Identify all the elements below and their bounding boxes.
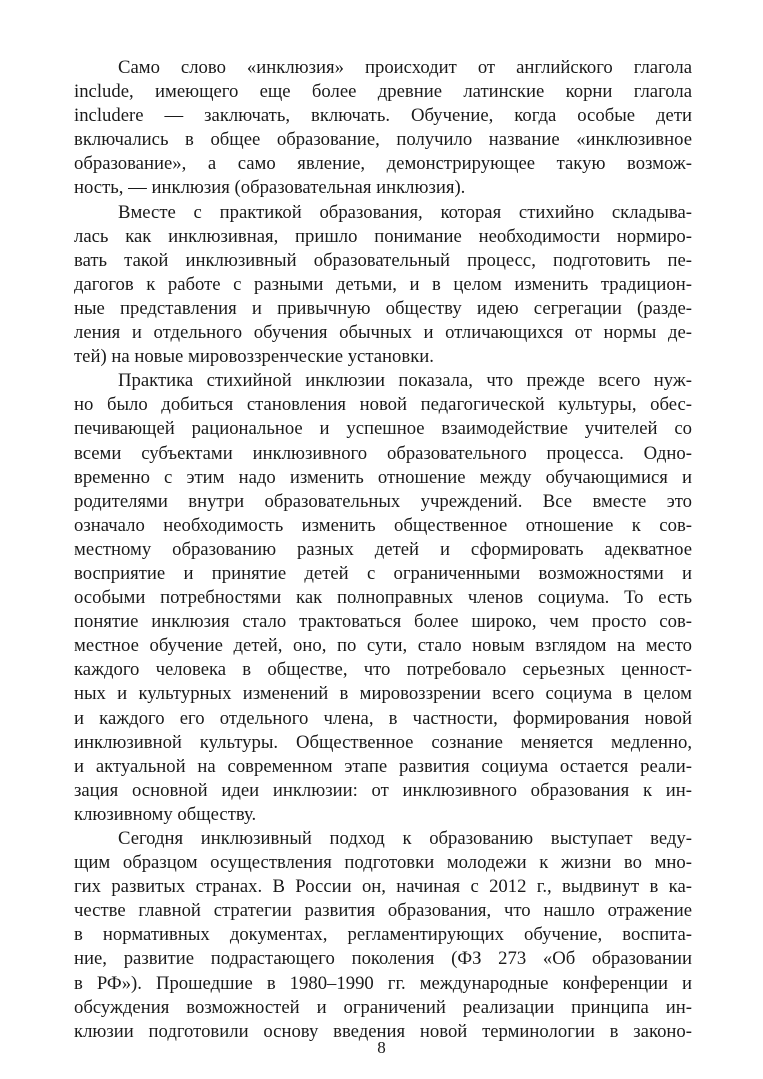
text-line: местному образованию разных детей и сформировать адекватное: [74, 538, 692, 560]
text-line: включались в общее образование, получило название «инклюзивное: [74, 129, 692, 151]
text-line: и каждого его отдельного члена, в частности, формирования новой: [74, 707, 692, 729]
text-line: ние, развитие подрастающего поколения (ФЗ 273 «Об образовании: [74, 948, 692, 970]
text-line: include, имеющего еще более древние латинские корни глагола: [74, 81, 692, 103]
text-line: честве главной стратегии развития образования, что нашло отражение: [74, 900, 692, 922]
text-line: ных и культурных изменений в мировоззрении всего социума в целом: [74, 683, 692, 705]
text-line: обсуждения возможностей и ограничений реализации принципа ин-: [74, 996, 692, 1018]
text-line: ления и отдельного обучения обычных и отличающихся от нормы де-: [74, 322, 692, 344]
text-line: печивающей рациональное и успешное взаимодействие учителей со: [74, 418, 692, 440]
text-line: includere — заключать, включать. Обучение, когда особые дети: [74, 105, 692, 127]
text-line: гих развитых странах. В России он, начиная с 2012 г., выдвинут в ка-: [74, 876, 692, 898]
paragraph-1: [74, 56, 692, 201]
text-line: клюзии подготовили основу введения новой терминологии в законо-: [74, 1020, 692, 1042]
text-line: особыми потребностями как полноправных членов социума. То есть: [74, 587, 692, 609]
text-line: означало необходимость изменить общественное отношение к сов-: [74, 514, 692, 536]
paragraph-2: [74, 201, 692, 370]
text-line: в нормативных документах, регламентирующих обучение, воспита-: [74, 924, 692, 946]
text-line: образование», а само явление, демонстрирующее такую возмож-: [74, 153, 692, 175]
paragraph-3: [74, 369, 692, 827]
text-line: но было добиться становления новой педагогической культуры, обес-: [74, 394, 692, 416]
text-line: щим образцом осуществления подготовки молодежи к жизни во мно-: [74, 852, 692, 874]
text-line: клюзивному обществу.: [74, 803, 257, 825]
text-line: родителями внутри образовательных учреждений. Все вместе это: [74, 490, 692, 512]
text-line: Само слово «инклюзия» происходит от английского глагола: [118, 57, 692, 78]
text-line: понятие инклюзия стало трактоваться более широко, чем просто сов-: [74, 611, 692, 633]
document-body: [74, 56, 692, 1044]
text-line: вать такой инклюзивный образовательный процесс, подготовить пе-: [74, 249, 692, 271]
text-line: тей) на новые мировоззренческие установки.: [74, 346, 434, 368]
text-line: временно с этим надо изменить отношение между обучающимися и: [74, 466, 692, 488]
text-line: ные представления и привычную обществу идею сегрегации (разде-: [74, 297, 692, 319]
text-line: Вместе с практикой образования, которая стихийно складыва-: [118, 201, 692, 223]
text-line: в РФ»). Прошедшие в 1980–1990 гг. международные конференции и: [74, 972, 692, 994]
text-line: местное обучение детей, оно, по сути, стало новым взглядом на место: [74, 635, 692, 657]
text-line: зация основной идеи инклюзии: от инклюзивного образования к ин-: [74, 779, 692, 801]
text-line: восприятие и принятие детей с ограниченными возможностями и: [74, 562, 692, 584]
page-number: 8: [377, 1038, 386, 1057]
text-line: и актуальной на современном этапе развития социума остается реали-: [74, 755, 692, 777]
paragraph-4: [74, 827, 692, 1044]
text-line: лась как инклюзивная, пришло понимание необходимости нормиро-: [74, 225, 692, 247]
text-line: инклюзивной культуры. Общественное сознание меняется медленно,: [74, 731, 692, 753]
text-line: дагогов к работе с разными детьми, и в целом изменить традицион-: [74, 273, 692, 295]
text-line: Сегодня инклюзивный подход к образованию выступает веду-: [118, 828, 692, 849]
text-line: ность, — инклюзия (образовательная инклюзия).: [74, 177, 466, 199]
text-line: всеми субъектами инклюзивного образовательного процесса. Одно-: [74, 442, 692, 464]
text-line: каждого человека в обществе, что потребовало серьезных ценност-: [74, 659, 692, 681]
text-line: Практика стихийной инклюзии показала, что прежде всего нуж-: [118, 370, 692, 392]
